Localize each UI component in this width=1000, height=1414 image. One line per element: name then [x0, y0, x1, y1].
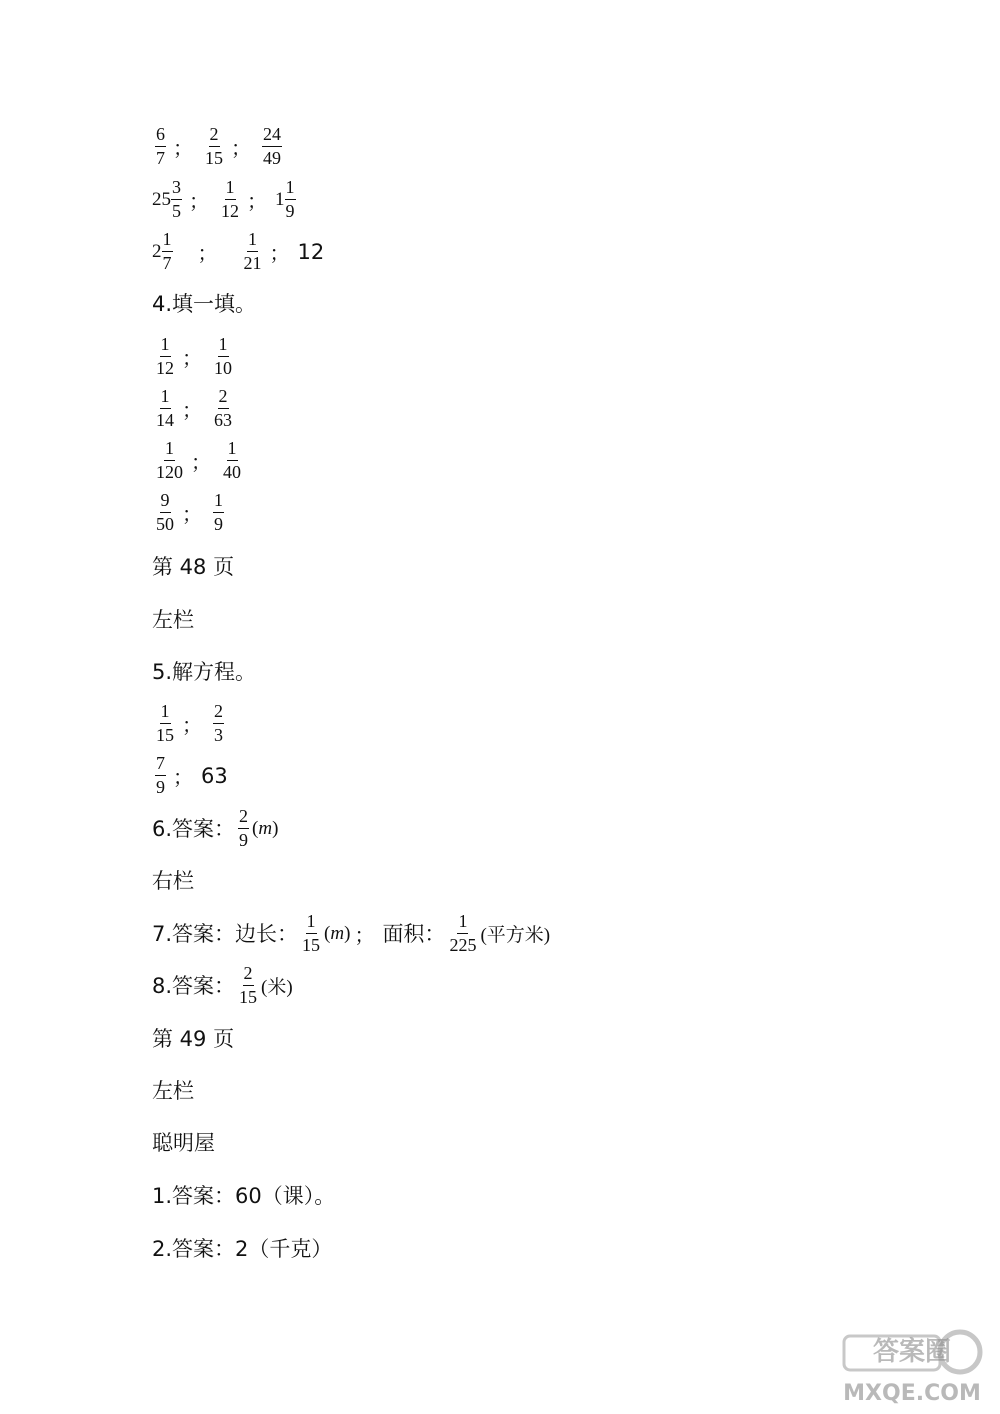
denominator: 49	[263, 148, 281, 168]
denominator: 7	[156, 148, 165, 168]
whole-number: 25	[152, 188, 171, 210]
answer-line: 2.答案：2（千克）	[152, 1237, 333, 1261]
denominator: 9	[156, 777, 165, 797]
denominator: 15	[302, 935, 321, 955]
denominator: 9	[285, 201, 295, 221]
whole-number: 1	[275, 188, 285, 210]
numerator: 1	[457, 911, 468, 934]
numerator: 1	[218, 334, 229, 357]
answer-row	[152, 438, 245, 483]
fraction	[155, 386, 175, 431]
denominator: 63	[214, 410, 232, 430]
separator: ；	[191, 450, 211, 474]
answer-value: 63	[201, 763, 228, 788]
whole-number: 2	[152, 240, 162, 262]
unit	[324, 923, 350, 945]
page-label: 第 48 页	[152, 555, 235, 579]
numerator: 2	[243, 963, 254, 986]
fraction	[155, 124, 166, 169]
fraction	[171, 177, 182, 222]
paren-open: (	[324, 922, 331, 944]
answer-label: 6.答案：	[152, 816, 236, 841]
column-label: 左栏	[152, 608, 194, 632]
answer-row	[152, 490, 227, 535]
answer-row-2	[152, 177, 299, 222]
separator: ；	[182, 502, 202, 526]
denominator: 3	[214, 725, 223, 745]
numerator: 2	[213, 701, 224, 724]
answer-row	[152, 753, 228, 798]
numerator: 1	[160, 334, 171, 357]
area-label: 面积：	[382, 921, 446, 946]
fraction	[213, 490, 224, 535]
fraction	[213, 701, 224, 746]
fraction	[204, 124, 224, 169]
numerator: 1	[247, 229, 258, 252]
numerator: 3	[171, 177, 182, 200]
watermark-graphic	[832, 1328, 992, 1408]
fraction	[162, 229, 173, 274]
numerator: 6	[155, 124, 166, 147]
separator: ；	[189, 189, 209, 213]
separator: ；	[197, 241, 218, 265]
column-label: 右栏	[152, 869, 194, 893]
fraction	[238, 963, 258, 1008]
fraction	[222, 438, 242, 483]
fraction	[155, 490, 175, 535]
fraction	[155, 334, 175, 379]
page-label: 第 49 页	[152, 1027, 235, 1051]
fraction	[155, 701, 175, 746]
answer-row	[152, 701, 227, 746]
fraction	[238, 806, 249, 851]
fraction	[285, 177, 296, 222]
fraction	[155, 438, 184, 483]
answer-value: 12	[297, 239, 325, 264]
answer-6	[152, 806, 278, 851]
numerator: 1	[285, 177, 296, 200]
fraction	[448, 911, 477, 956]
answer-label: 8.答案：	[152, 973, 236, 998]
denominator: 14	[156, 410, 174, 430]
numerator: 1	[225, 177, 236, 200]
paren-close: )	[272, 817, 279, 839]
section-heading: 聪明屋	[152, 1131, 215, 1155]
numerator: 24	[262, 124, 282, 147]
unit: (米)	[261, 977, 293, 998]
denominator: 5	[172, 201, 181, 221]
denominator: 7	[162, 253, 172, 273]
answer-row	[152, 334, 236, 379]
denominator: 12	[221, 201, 239, 221]
answer-7	[152, 911, 550, 956]
fraction	[213, 334, 233, 379]
separator: ；	[231, 136, 251, 160]
separator: ；	[354, 923, 375, 947]
watermark-logo	[832, 1328, 992, 1408]
column-label: 左栏	[152, 1079, 194, 1103]
answer-row	[152, 386, 236, 431]
fraction	[243, 229, 263, 274]
denominator: 12	[156, 358, 174, 378]
numerator: 1	[306, 911, 317, 934]
separator: ；	[173, 136, 193, 160]
section-heading: 5.解方程。	[152, 660, 257, 684]
answer-8	[152, 963, 293, 1008]
denominator: 15	[205, 148, 223, 168]
numerator: 1	[162, 229, 173, 252]
unit	[252, 818, 278, 840]
watermark-logo-text: 答案圈	[872, 1337, 952, 1367]
denominator: 120	[156, 462, 183, 482]
watermark-text: MXQE.COM	[843, 1381, 981, 1406]
separator: ；	[182, 398, 202, 422]
unit: (平方米)	[480, 925, 551, 946]
numerator: 1	[164, 438, 175, 461]
denominator: 50	[156, 514, 174, 534]
denominator: 15	[156, 725, 174, 745]
separator: ；	[247, 189, 267, 213]
numerator: 9	[160, 490, 171, 513]
numerator: 1	[160, 386, 171, 409]
paren-close: )	[344, 922, 351, 944]
denominator: 21	[243, 253, 262, 273]
answer-label: 7.答案：边长：	[152, 921, 299, 946]
numerator: 1	[213, 490, 224, 513]
denominator: 9	[239, 830, 249, 850]
fraction	[220, 177, 240, 222]
unit-variable: m	[330, 922, 345, 944]
numerator: 1	[160, 701, 171, 724]
fraction	[262, 124, 282, 169]
denominator: 10	[214, 358, 232, 378]
section-heading: 4.填一填。	[152, 292, 257, 316]
answer-line: 1.答案：60（课）。	[152, 1184, 336, 1208]
denominator: 9	[214, 514, 223, 534]
answer-row-1	[152, 124, 285, 169]
separator: ；	[269, 241, 290, 265]
answer-row-3	[152, 229, 324, 274]
numerator: 1	[227, 438, 238, 461]
unit-variable: m	[258, 817, 273, 839]
denominator: 40	[223, 462, 241, 482]
denominator: 15	[239, 987, 258, 1007]
numerator: 2	[218, 386, 229, 409]
numerator: 2	[209, 124, 220, 147]
separator: ；	[173, 765, 193, 789]
fraction	[155, 753, 166, 798]
denominator: 225	[449, 935, 477, 955]
separator: ；	[182, 346, 202, 370]
numerator: 2	[238, 806, 249, 829]
paren-open: (	[252, 817, 259, 839]
numerator: 7	[155, 753, 166, 776]
fraction	[213, 386, 233, 431]
separator: ；	[182, 713, 202, 737]
fraction	[301, 911, 321, 956]
